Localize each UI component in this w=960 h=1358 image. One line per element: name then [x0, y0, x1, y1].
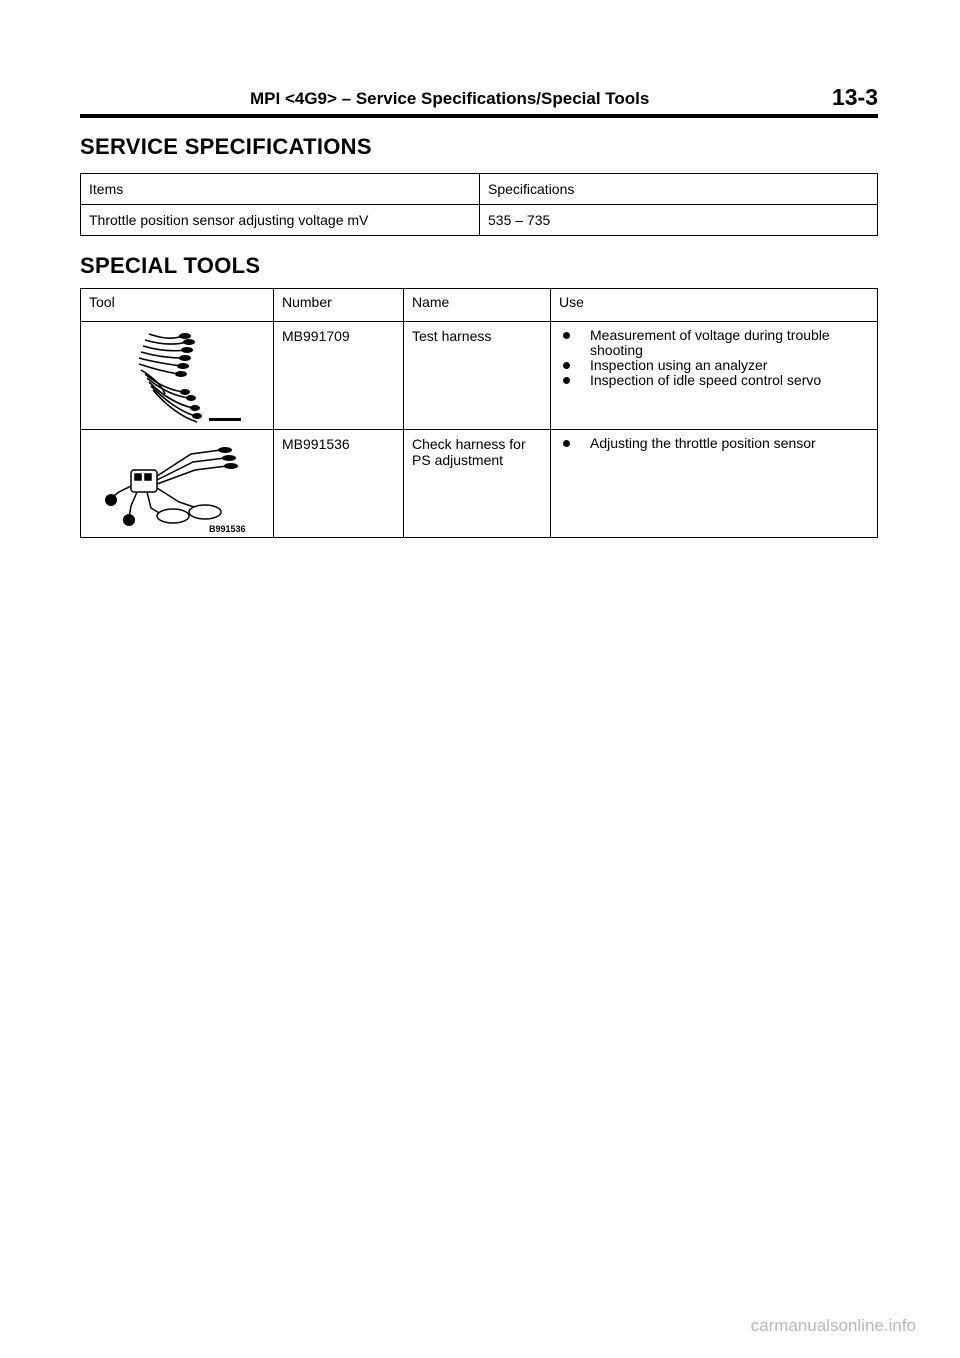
tool-use-list	[559, 328, 869, 388]
illustration-code: B991536	[209, 524, 246, 534]
table-header-row	[81, 174, 878, 205]
spec-item: Throttle position sensor adjusting voltage mV	[81, 205, 480, 236]
column-header-use: Use	[551, 289, 878, 322]
spec-value: 535 – 735	[480, 205, 878, 236]
watermark-text: carmanualsonline.info	[750, 1316, 916, 1335]
tool-number: MB991709	[274, 322, 404, 430]
list-item: Adjusting the throttle position sensor	[559, 436, 869, 451]
table-header-row	[81, 289, 878, 322]
list-item: Measurement of voltage during trouble shooting	[559, 328, 869, 358]
service-specifications-heading: SERVICE SPECIFICATIONS	[80, 134, 372, 159]
list-item: Inspection of idle speed control servo	[559, 373, 869, 388]
check-harness-illustration-icon	[101, 436, 261, 528]
tool-illustration-cell	[81, 322, 274, 430]
tool-use-list	[559, 436, 869, 451]
page-header	[80, 86, 878, 118]
page-number: 13-3	[831, 84, 878, 110]
column-header-number: Number	[274, 289, 404, 322]
tool-name: Test harness	[404, 322, 551, 430]
test-harness-illustration-icon	[121, 328, 271, 426]
tool-name: Check harness for PS adjustment	[404, 430, 551, 538]
table-row	[81, 322, 878, 430]
tool-number: MB991536	[274, 430, 404, 538]
table-row	[81, 205, 878, 236]
list-item: Inspection using an analyzer	[559, 358, 869, 373]
special-tools-table	[80, 288, 878, 538]
table-row	[81, 430, 878, 538]
column-header-specifications: Specifications	[480, 174, 878, 205]
service-specifications-table	[80, 173, 878, 236]
column-header-tool: Tool	[81, 289, 274, 322]
column-header-name: Name	[404, 289, 551, 322]
tool-illustration-cell	[81, 430, 274, 538]
tool-use-cell	[551, 322, 878, 430]
page-title: MPI <4G9> – Service Specifications/Special Tools	[250, 89, 650, 108]
tool-use-cell	[551, 430, 878, 538]
special-tools-heading: SPECIAL TOOLS	[80, 253, 261, 278]
column-header-items: Items	[81, 174, 480, 205]
